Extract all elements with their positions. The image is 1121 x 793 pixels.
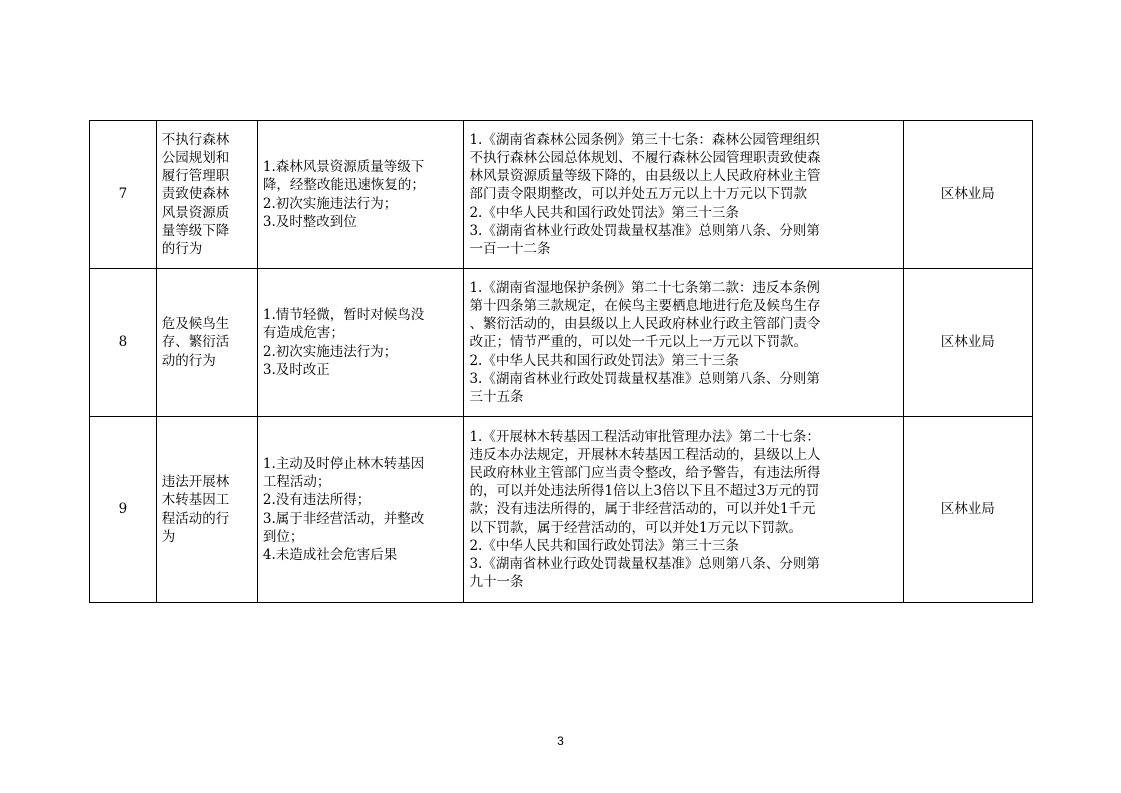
text-line: 第十四条第三款规定，在候鸟主要栖息地进行危及候鸟生存 [469,297,821,314]
text-line: 到位； [262,528,304,545]
text-line: 3.及时改正 [262,361,330,378]
text-line: 部门责令限期整改，可以并处五万元以上十万元以下罚款 [469,186,807,203]
row-number-cell: 7 [90,121,157,269]
department-cell: 区林业局 [903,417,1032,603]
text-line: 林风景资源质量等级下降的，由县级以上人民政府林业主管 [469,168,821,185]
page-number: 3 [557,734,564,748]
violation-act-cell [156,121,257,269]
text-line: 木转基因工 [161,492,230,509]
text-line: 三十五条 [469,389,524,405]
text-line: 3.《湖南省林业行政处罚裁量权基准》总则第八条、分则第 [469,556,820,572]
text-line: 量等级下降 [161,222,230,239]
text-line: 2.没有违法所得； [262,492,371,509]
department-cell: 区林业局 [903,121,1032,269]
table-row [90,417,1033,603]
legal-basis-cell [464,417,903,603]
violation-act-cell [156,269,257,417]
text-line: 危及候鸟生 [161,316,230,333]
conditions-cell [257,269,464,417]
row-number-cell: 8 [90,269,157,417]
conditions-cell [257,121,464,269]
text-line: 工程活动； [262,474,331,491]
text-line: 为 [161,528,176,545]
text-line: 2.初次实施违法行为； [262,195,398,212]
text-line: 程活动的行 [161,510,230,527]
text-line: 公园规划和 [161,149,230,166]
text-line: 改正；情节严重的，可以处一千元以上一万元以下罚款。 [469,334,807,351]
text-line: 3.属于非经营活动，并整改 [262,510,425,527]
text-line: 的，可以并处违法所得1倍以上3倍以下且不超过3万元的罚 [469,483,820,500]
text-line: 存、繁衍活 [161,334,230,351]
text-line: 民政府林业主管部门应当责令整改，给予警告，有违法所得 [469,464,821,481]
text-line: 3.《湖南省林业行政处罚裁量权基准》总则第八条、分则第 [469,370,820,387]
text-line: 九十一条 [469,574,524,591]
text-line: 履行管理职 [161,168,230,185]
text-line: 违法开展林 [161,474,230,491]
text-line: 的行为 [161,241,203,257]
penalty-discretion-table [89,120,1033,603]
text-line: 、繁衍活动的，由县级以上人民政府林业行政主管部门责令 [469,316,821,333]
text-line: 不执行森林 [161,131,230,148]
text-line: 1.《湖南省森林公园条例》第三十七条：森林公园管理组织 [469,131,820,148]
text-line: 1.森林风景资源质量等级下 [262,159,425,176]
text-line: 1.《湖南省湿地保护条例》第二十七条第二款：违反本条例 [469,279,820,296]
text-line: 以下罚款，属于经营活动的，可以并处1万元以下罚款。 [469,519,803,536]
text-line: 1.情节轻微，暂时对候鸟没 [262,307,425,324]
legal-basis-cell [464,269,903,417]
department-cell: 区林业局 [903,269,1032,417]
text-line: 不执行森林公园总体规划、不履行森林公园管理职责致使森 [469,149,821,166]
text-line: 有造成危害； [262,325,344,342]
table-row [90,121,1033,269]
text-line: 2.《中华人民共和国行政处罚法》第三十三条 [469,204,739,221]
text-line: 2.初次实施违法行为； [262,343,398,360]
text-line: 2.《中华人民共和国行政处罚法》第三十三条 [469,352,739,369]
text-line: 3.及时整改到位 [262,213,357,230]
text-line: 1.主动及时停止林木转基因 [262,455,425,472]
text-line: 一百一十二条 [469,241,551,257]
text-line: 款；没有违法所得的，属于非经营活动的，可以并处1千元 [469,501,816,518]
text-line: 4.未造成社会危害后果 [262,546,398,563]
table-row [90,269,1033,417]
text-line: 3.《湖南省林业行政处罚裁量权基准》总则第八条、分则第 [469,222,820,239]
conditions-cell [257,417,464,603]
violation-act-cell [156,417,257,603]
text-line: 责致使森林 [161,186,230,203]
legal-basis-cell [464,121,903,269]
text-line: 2.《中华人民共和国行政处罚法》第三十三条 [469,537,739,554]
row-number-cell: 9 [90,417,157,603]
text-line: 违反本办法规定，开展林木转基因工程活动的，县级以上人 [469,446,821,463]
text-line: 降，经整改能迅速恢复的； [262,177,425,194]
text-line: 动的行为 [161,352,216,369]
text-line: 1.《开展林木转基因工程活动审批管理办法》第二十七条： [469,428,820,445]
text-line: 风景资源质 [161,204,230,221]
